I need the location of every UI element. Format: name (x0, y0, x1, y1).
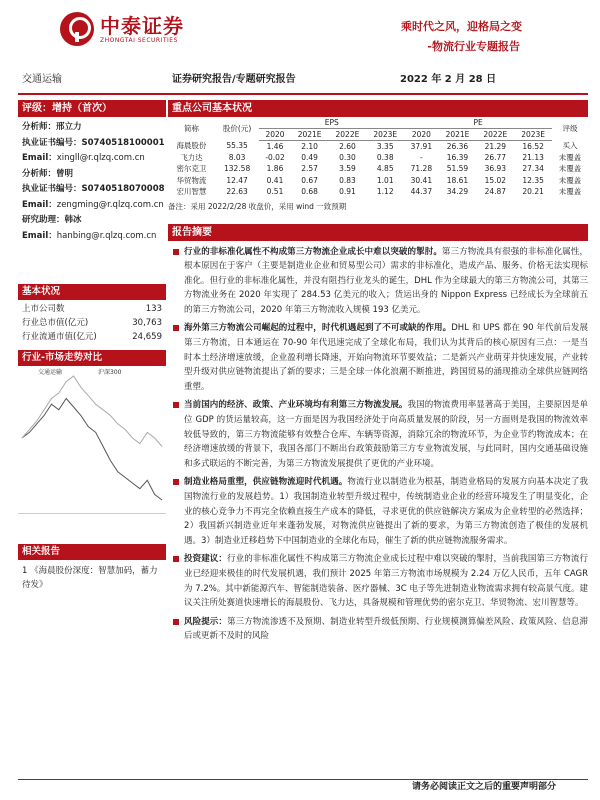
table-cell: 4.85 (376, 164, 394, 174)
summary-paragraph (172, 552, 588, 610)
series-line-0 (22, 399, 162, 501)
table-cell: 买入 (562, 141, 578, 151)
analyst-line (22, 229, 166, 245)
analyst-label: Email： (22, 230, 57, 241)
col-price: 股价(元) (222, 124, 252, 133)
legend-label: 交通运输 (38, 369, 63, 376)
stocks-table (168, 117, 588, 198)
analyst-line (22, 120, 166, 136)
table-cell: 1.46 (266, 141, 284, 151)
table-cell: 0.83 (339, 175, 356, 185)
logo-cn: 中泰证券 (100, 13, 184, 38)
table-cell: 16.39 (446, 152, 469, 162)
basic-row (22, 316, 162, 330)
table-cell: 0.51 (266, 187, 284, 197)
table-row (168, 152, 588, 164)
basic-value: 30,763 (132, 318, 162, 328)
related-reports (18, 560, 166, 596)
table-cell: 飞力达 (180, 152, 203, 162)
summary-paragraph (172, 321, 588, 394)
summary-paragraph (172, 398, 588, 471)
series-line-1 (22, 376, 162, 447)
trend-section-title: 行业-市场走势对比 (18, 350, 166, 366)
table-cell: 1.01 (376, 175, 394, 185)
analyst-label: 研究助理： (22, 215, 65, 225)
table-cell: 0.30 (339, 152, 356, 162)
table-cell: 0.68 (301, 187, 318, 197)
table-cell: 18.61 (446, 175, 469, 185)
analyst-line (22, 151, 166, 167)
related-item: 1 《海晨股份深度：智慧加码，蓄力待发》 (22, 566, 158, 590)
col-pe: PE (404, 117, 552, 129)
paragraph-text: 第三方物流具有很强的非标准化属性，根本原因在于客户（主要是制造业企业和贸易型公司）需求的非标准化，造成产品、服务、价格无法实现标准化。但行业的非标准化属性，并没有阻挡行业龙头的诞生，DHL 作为全球最大的第三方物流公司，其第三方物流业务在 2020 年实现了 284.53 亿美元的收入；货运出身的 Nippon Express 已经成长为全球前五的第三方物流公司，2020 年第三方物流收入规模 193 亿美元。 (184, 246, 588, 315)
analyst-value: S0740518100001 (81, 137, 165, 148)
table-cell: 未覆盖 (558, 164, 582, 174)
table-cell: 8.03 (228, 152, 246, 162)
related-section-title: 相关报告 (18, 544, 166, 560)
paragraph-lead: 制造业格局重塑，供应链物流迎时代机遇。 (184, 477, 348, 488)
year-header: 2022E (329, 129, 367, 141)
analyst-label: 分析师： (22, 122, 57, 132)
analyst-list (18, 120, 166, 244)
analyst-value: 韩冰 (64, 215, 82, 225)
table-cell: 1.12 (376, 187, 394, 197)
report-date: 2022 年 2 月 28 日 (400, 74, 497, 85)
table-cell: 37.91 (410, 141, 433, 151)
industry-label: 交通运输 (22, 74, 62, 85)
header-divider (18, 93, 588, 95)
analyst-label: 执业证书编号： (22, 184, 82, 194)
analyst-value: 曾明 (56, 168, 74, 179)
paragraph-lead: 风险提示： (184, 616, 227, 627)
company-logo (60, 12, 184, 46)
col-eps: EPS (259, 117, 404, 129)
table-cell: 16.52 (522, 141, 544, 151)
table-cell: 24.87 (484, 187, 507, 197)
paragraph-text: DHL 和 UPS 都在 90 年代前后发展第三方物流，日本通运在 70-90 年代迅速完成了全球化布局，我们认为其背后的核心原因有三点：一是当时本土经济增速放缓，企业盈利增长降速，开始向物流环节要效益；二是新兴产业萌芽并快速发展，产业转型升级对供应链物流提出了新的要求；三是全球一体化浪潮不断推进，跨国贸易的涌现推动全球供应链网络重塑。 (184, 323, 588, 392)
report-header-bar (0, 70, 600, 90)
table-row (168, 175, 588, 187)
table-cell: 12.35 (522, 175, 544, 185)
analyst-label: 执业证书编号： (22, 137, 82, 148)
table-cell: 15.02 (484, 175, 507, 185)
table-cell: 71.28 (410, 164, 433, 174)
logo-icon (60, 12, 94, 46)
table-row (168, 163, 588, 175)
table-cell: 海晨股份 (176, 141, 207, 151)
table-cell: 3.59 (339, 164, 356, 174)
table-cell: 26.36 (446, 141, 469, 151)
table-cell: 未覆盖 (558, 187, 582, 197)
table-cell: 宏川智慧 (176, 187, 207, 197)
table-cell: 2.57 (301, 164, 318, 174)
table-cell: 12.47 (226, 175, 248, 185)
summary-paragraph (172, 245, 588, 318)
left-sidebar (18, 100, 166, 596)
table-cell: 20.21 (522, 187, 544, 197)
table-cell: 21.29 (484, 141, 507, 151)
table-cell: 未覆盖 (558, 175, 582, 185)
table-cell: 2.60 (339, 141, 356, 151)
summary-section-title: 报告摘要 (168, 224, 588, 241)
analyst-value: 邢立力 (56, 122, 82, 132)
analyst-line (22, 167, 166, 183)
paragraph-text: 行业的非标准化属性不构成第三方物流企业成长过程中难以突破的掣肘，当前我国第三方物流行业已经迎来极佳的时代发展机遇，我们预计 2025 年第三方物流市场规模为 2.24 万亿人民币，五年 CAGR 为 7.2%。其中新能源汽车、智能制造装备、医疗器械、3C 电子等先进制造业物流需求拥有较高景气度。建议关注所处赛道快速增长的海晨股份、飞力达，具备规模和管理优势的密尔克卫、华贸物流、宏川智慧等。 (184, 554, 588, 609)
paragraph-text: 物流行业以制造业为根基，制造业格局的发展方向基本决定了我国物流行业的发展趋势。1）我国制造业转型升级过程中，传统制造业企业的经营环境发生了明显变化，企业的核心竞争力不再完全依赖直接生产成本的降低，寻求更优的供应链解决方案成为企业转型的必然选择；2）我国新兴制造业近年来蓬勃发展，对物流供应链提出了新的要求，为第三方物流创造了极佳的发展机遇。3）制造业迁移趋势下中国制造业的全球化布局，催生了新的供应链物流服务需求。 (184, 477, 588, 546)
table-cell: - (420, 152, 423, 162)
analyst-value: xingll@r.qlzq.com.cn (56, 153, 145, 163)
basic-section-title: 基本状况 (18, 284, 166, 300)
table-cell: 51.59 (446, 164, 469, 174)
basic-key: 行业流通市值(亿元) (22, 332, 97, 342)
table-row (168, 186, 588, 198)
main-content (168, 100, 588, 644)
table-cell: 132.58 (223, 164, 251, 174)
paragraph-text: 第三方物流渗透不及预期、制造业转型升级低预期、行业规模测算偏差风险、政策风险、信息滞后或更新不及时的风险 (184, 616, 588, 642)
year-header: 2020 (404, 129, 438, 141)
paragraph-lead: 当前国内的经济、政策、产业环境均有利第三方物流发展。 (184, 400, 408, 411)
trend-chart-svg (18, 366, 166, 514)
basic-info (18, 300, 166, 344)
table-cell: 华贸物流 (176, 175, 207, 185)
table-cell: 21.13 (522, 152, 544, 162)
table-cell: 密尔克卫 (176, 164, 207, 174)
legend-label: 沪深300 (98, 369, 122, 376)
rating-badge: 评级：增持（首次） (18, 100, 166, 117)
table-cell: -0.02 (265, 152, 285, 162)
table-cell: 3.35 (376, 141, 394, 151)
footer-disclaimer: 请务必阅读正文之后的重要声明部分 (411, 782, 556, 792)
table-cell: 44.37 (410, 187, 433, 197)
summary-paragraph (172, 615, 588, 644)
table-cell: 0.91 (339, 187, 356, 197)
table-cell: 27.34 (522, 164, 544, 174)
stocks-section-title: 重点公司基本状况 (168, 100, 588, 117)
table-cell: 55.35 (226, 141, 248, 151)
analyst-value: S0740518070008 (81, 184, 165, 194)
table-cell: 36.93 (484, 164, 507, 174)
basic-key: 上市公司数 (22, 304, 65, 314)
basic-key: 行业总市值(亿元) (22, 318, 89, 328)
paragraph-lead: 海外第三方物流公司崛起的过程中，时代机遇起到了不可或缺的作用。 (184, 323, 452, 334)
basic-row (22, 330, 162, 344)
table-cell: 30.41 (410, 175, 433, 185)
summary-paragraph (172, 475, 588, 548)
summary-body (168, 245, 588, 644)
analyst-value: zengming@r.qlzq.com.cn (56, 199, 164, 210)
table-note: 备注：采用 2022/2/28 收盘价，采用 wind 一致预期 (168, 201, 347, 211)
year-header: 2022E (476, 129, 514, 141)
table-cell: 0.38 (376, 152, 394, 162)
analyst-line (22, 213, 166, 229)
table-cell: 34.29 (446, 187, 469, 197)
table-cell: 26.77 (484, 152, 507, 162)
paragraph-lead: 投资建议： (184, 554, 227, 565)
report-title: 乘时代之风，迎格局之变 (401, 20, 522, 33)
table-cell: 1.86 (266, 164, 284, 174)
year-header: 2023E (366, 129, 404, 141)
table-cell: 0.67 (301, 175, 318, 185)
year-header: 2020 (259, 129, 290, 141)
basic-row (22, 302, 162, 316)
year-header: 2021E (291, 129, 329, 141)
table-cell: 0.49 (301, 152, 318, 162)
col-rating: 评级 (562, 124, 578, 133)
year-header: 2021E (439, 129, 477, 141)
table-cell: 0.41 (266, 175, 284, 185)
paragraph-lead: 行业的非标准化属性不构成第三方物流企业成长中难以突破的掣肘。 (184, 246, 442, 257)
table-cell: 2.10 (301, 141, 318, 151)
paragraph-text: 我国的物流费用率显著高于美国，主要原因是单位 GDP 的货运量较高，这一方面是因为我国经济处于向高质量发展的阶段，另一方面则是我国的物流效率较低导致的，第三方物流能够有效整合仓库、车辆等资源，消除冗余的物流环节，为企业节约物流成本；在经济增速放缓的背景下，我国各部门不断出台政策鼓励第三方专业物流发展，与此同时，国内交通基础设施和多式联运的不断完善，为第三方物流发展提供了更优的产业环境。 (184, 400, 588, 469)
trend-chart (18, 366, 166, 514)
report-subtitle: -物流行业专题报告 (427, 40, 520, 53)
analyst-label: 分析师： (22, 168, 57, 179)
analyst-line (22, 198, 166, 214)
analyst-value: hanbing@r.qlzq.com.cn (56, 230, 157, 241)
table-cell: 未覆盖 (558, 152, 582, 162)
col-name: 简称 (183, 124, 199, 133)
basic-value: 133 (145, 304, 162, 314)
analyst-line (22, 182, 166, 198)
analyst-label: Email： (22, 153, 57, 163)
report-type: 证券研究报告/专题研究报告 (172, 74, 296, 85)
table-row (168, 140, 588, 152)
analyst-label: Email： (22, 199, 57, 210)
basic-value: 24,659 (132, 332, 162, 342)
year-header: 2023E (514, 129, 552, 141)
table-cell: 22.63 (226, 187, 248, 197)
analyst-line (22, 136, 166, 152)
logo-en: ZHONGTAI SECURITIES (100, 36, 178, 44)
